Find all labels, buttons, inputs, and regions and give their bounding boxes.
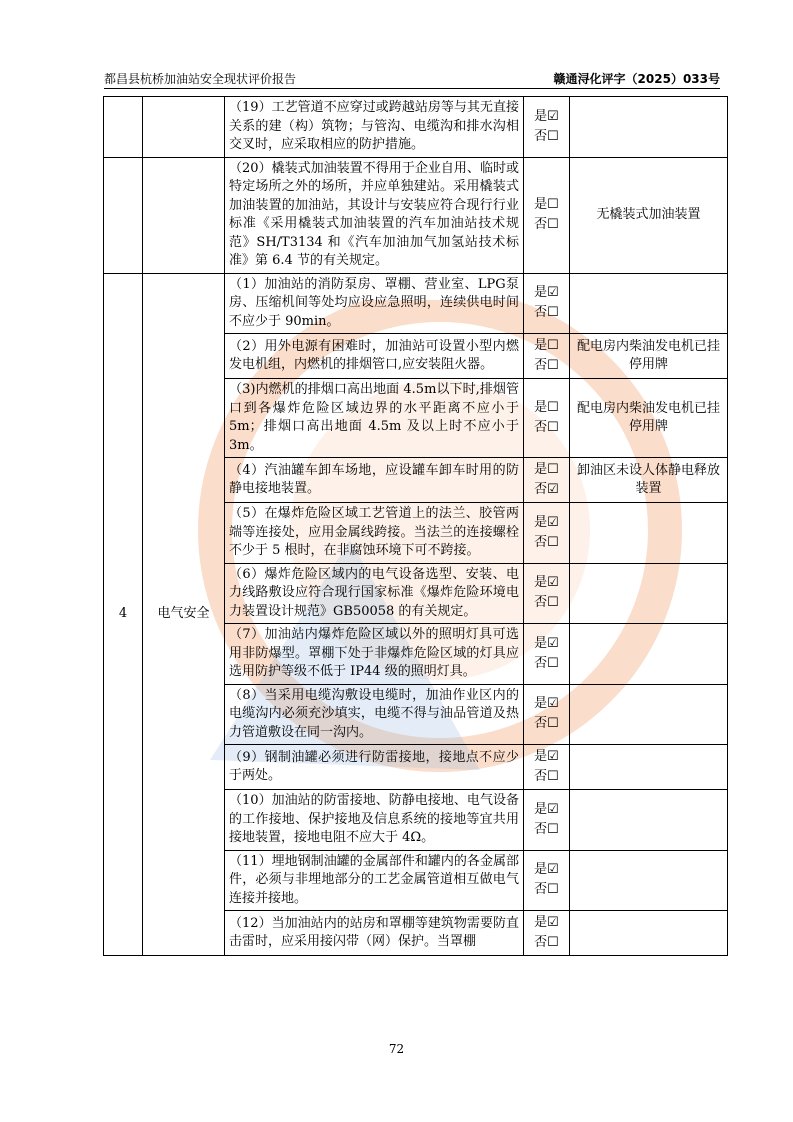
check-box-cell[interactable] (524, 790, 570, 851)
check-item-text: （7）加油站内爆炸危险区域以外的照明灯具可选用非防爆型。罩棚下处于非爆炸危险区域的灯具应选用防护等级不低于 IP44 级的照明灯具。 (225, 624, 524, 685)
remark-cell (570, 503, 728, 564)
no-checkbox[interactable]: 否☐ (534, 769, 559, 784)
table-row (104, 273, 728, 334)
no-checkbox[interactable]: 否☐ (534, 882, 559, 898)
remark-cell (570, 850, 728, 911)
section-number: 4 (104, 273, 143, 956)
check-item-text: （6）爆炸危险区域内的电气设备选型、安装、电力线路敷设应符合现行国家标准《爆炸危险环境电力装置设计规范》GB50058 的有关规定。 (225, 563, 524, 624)
check-item-text: （19）工艺管道不应穿过或跨越站房等与其无直接关系的建（构）筑物；与管沟、电缆沟和排水沟相交叉时，应采取相应的防护措施。 (225, 97, 524, 158)
no-checkbox[interactable]: 否☐ (534, 655, 559, 671)
no-checkbox[interactable]: 否☐ (534, 716, 559, 732)
check-box-cell[interactable] (524, 273, 570, 334)
check-item-text: （8）当采用电缆沟敷设电缆时，加油作业区内的电缆沟内必须充沙填实，电缆不得与油品管道及热力管道敷设在同一沟内。 (225, 684, 524, 745)
no-checkbox[interactable]: 否☐ (534, 935, 559, 950)
remark-cell (570, 911, 728, 956)
yes-checkbox[interactable]: 是☑ (534, 635, 559, 651)
check-box-cell[interactable] (524, 624, 570, 685)
check-box-cell[interactable] (524, 503, 570, 564)
yes-checkbox[interactable]: 是☐ (534, 462, 559, 477)
remark-cell: 无橇装式加油装置 (570, 157, 728, 273)
check-box-cell[interactable] (524, 911, 570, 956)
yes-checkbox[interactable]: 是☑ (534, 696, 559, 712)
check-item-text: （4）汽油罐车卸车场地，应设罐车卸车时用的防静电接地装置。 (225, 458, 524, 503)
remark-cell (570, 97, 728, 158)
check-item-text: （10）加油站的防雷接地、防静电接地、电气设备的工作接地、保护接地及信息系统的接地等宜共用接地装置，接地电阻不应大于 4Ω。 (225, 790, 524, 851)
check-item-text: （11）埋地钢制油罐的金属部件和罐内的各金属部件，必须与非埋地部分的工艺金属管道相互做电气连接并接地。 (225, 850, 524, 911)
check-item-text: （3)内燃机的排烟口高出地面 4.5m以下时,排烟管口到各爆炸危险区域边界的水平距离不应小于 5m；排烟口高出地面 4.5m 及以上时不应小于 3m。 (225, 379, 524, 458)
no-checkbox[interactable]: 否☐ (534, 358, 559, 373)
check-item-text: （20）橇装式加油装置不得用于企业自用、临时或特定场所之外的场所，并应单独建站。采用橇装式加油装置的加油站，其设计与安装应符合现行行业标准《采用橇装式加油装置的汽车加油站技术规范》SH/T3134 和《汽车加油加气加氢站技术标准》第 6.4 节的有关规定。 (225, 157, 524, 273)
check-box-cell[interactable] (524, 563, 570, 624)
check-item-text: （5）在爆炸危险区域工艺管道上的法兰、胶管两端等连接处，应用金属线跨接。当法兰的连接螺栓不少于 5 根时，在非腐蚀环境下可不跨接。 (225, 503, 524, 564)
no-checkbox[interactable]: 否☐ (534, 821, 559, 837)
report-code: 赣通浔化评字（2025）033号 (553, 72, 720, 86)
remark-cell (570, 684, 728, 745)
check-box-cell[interactable] (524, 850, 570, 911)
no-checkbox[interactable]: 否☐ (534, 305, 559, 321)
no-checkbox[interactable]: 否☐ (534, 534, 559, 550)
remark-cell: 配电房内柴油发电机已挂停用牌 (570, 379, 728, 458)
check-box-cell[interactable] (524, 458, 570, 503)
remark-cell (570, 273, 728, 334)
yes-checkbox[interactable]: 是☑ (534, 862, 559, 878)
yes-checkbox[interactable]: 是☑ (534, 801, 559, 817)
check-box-cell[interactable] (524, 684, 570, 745)
yes-checkbox[interactable]: 是☑ (534, 575, 559, 591)
remark-cell: 卸油区未设人体静电释放装置 (570, 458, 728, 503)
check-box-cell[interactable] (524, 745, 570, 790)
no-checkbox[interactable]: 否☐ (534, 420, 559, 435)
yes-checkbox[interactable]: 是☐ (534, 400, 559, 415)
check-box-cell[interactable] (524, 97, 570, 158)
remark-cell (570, 563, 728, 624)
table-row (104, 97, 728, 158)
yes-checkbox[interactable]: 是☑ (534, 915, 559, 930)
yes-checkbox[interactable]: 是☐ (534, 338, 559, 353)
no-checkbox[interactable]: 否☐ (534, 128, 559, 144)
no-checkbox[interactable]: 否☐ (534, 595, 559, 611)
section-category: 电气安全 (143, 273, 225, 956)
check-item-text: （1）加油站的消防泵房、罩棚、营业室、LPG泵房、压缩机间等处均应设应急照明，连续供电时间不应少于 90min。 (225, 273, 524, 334)
yes-checkbox[interactable]: 是☑ (534, 285, 559, 301)
check-item-text: （2）用外电源有困难时，加油站可设置小型内燃发电机组，内燃机的排烟管口,应安装阻火器。 (225, 334, 524, 379)
check-item-text: （12）当加油站内的站房和罩棚等建筑物需要防直击雷时，应采用接闪带（网）保护。当罩棚 (225, 911, 524, 956)
no-checkbox[interactable]: 否☐ (534, 217, 559, 232)
yes-checkbox[interactable]: 是☑ (534, 108, 559, 124)
evaluation-table (103, 96, 728, 956)
remark-cell (570, 745, 728, 790)
table-row (104, 157, 728, 273)
check-box-cell[interactable] (524, 334, 570, 379)
remark-cell (570, 790, 728, 851)
check-box-cell[interactable] (524, 379, 570, 458)
page-header (104, 66, 720, 89)
no-checkbox[interactable]: 否☑ (534, 482, 559, 497)
yes-checkbox[interactable]: 是☑ (534, 749, 559, 764)
remark-cell: 配电房内柴油发电机已挂停用牌 (570, 334, 728, 379)
remark-cell (570, 624, 728, 685)
check-box-cell[interactable] (524, 157, 570, 273)
page-number: 72 (388, 1042, 405, 1056)
check-item-text: （9）钢制油罐必须进行防雷接地，接地点不应少于两处。 (225, 745, 524, 790)
report-title: 都昌县杭桥加油站安全现状评价报告 (104, 72, 297, 86)
yes-checkbox[interactable]: 是☑ (534, 514, 559, 530)
yes-checkbox[interactable]: 是☐ (534, 197, 559, 212)
